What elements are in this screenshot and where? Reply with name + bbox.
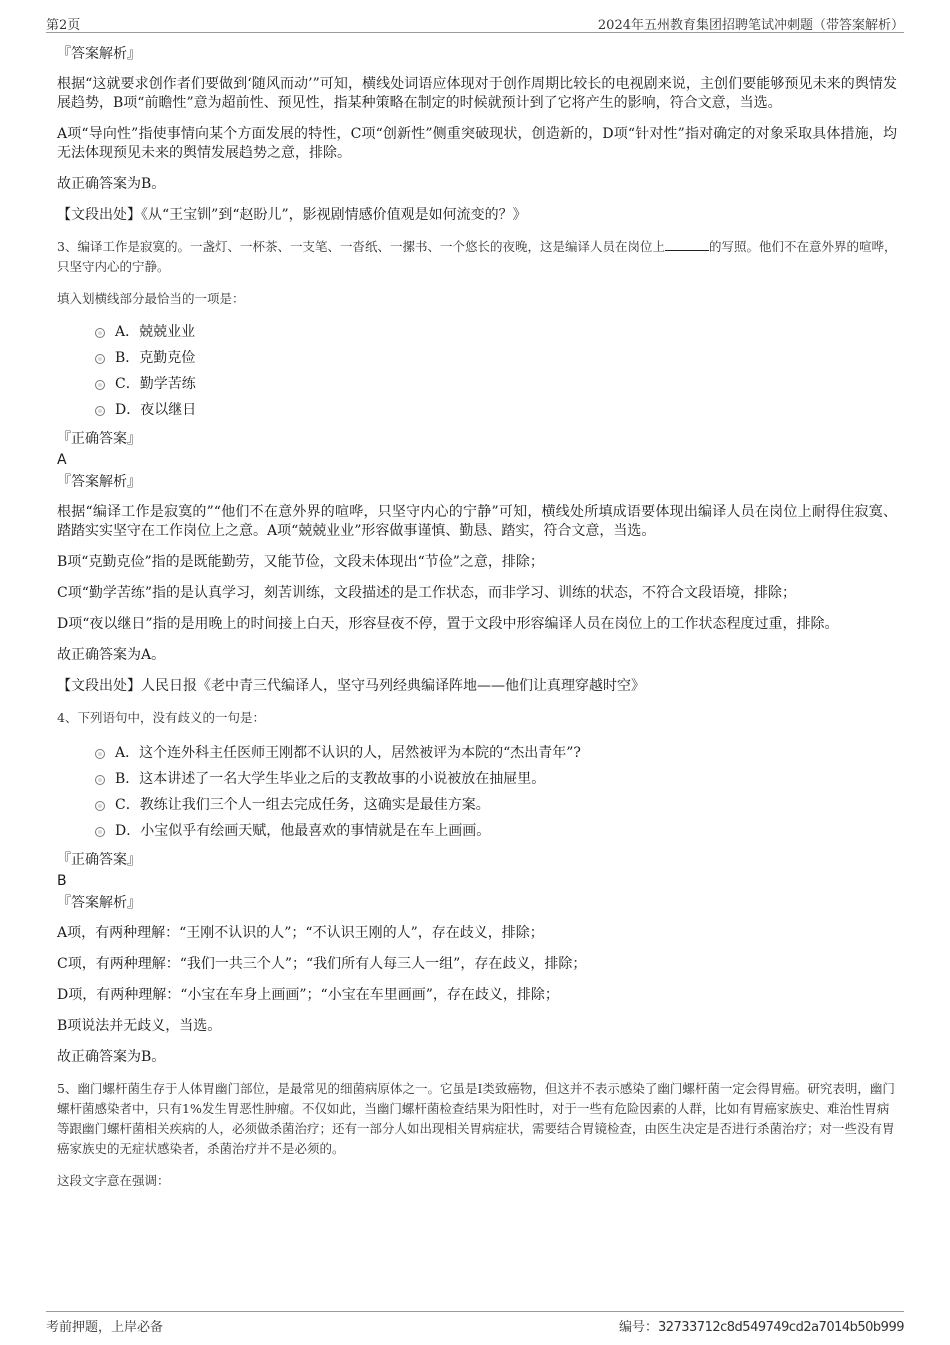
radio-icon[interactable] [95,406,105,416]
analysis-paragraph: D项，有两种理解：“小宝在车身上画画”；“小宝在车里画画”，存在歧义，排除； [57,987,559,1003]
option-a[interactable] [95,740,897,766]
document-code [619,1316,904,1335]
option-label: A．兢兢业业 [115,324,196,340]
option-d[interactable] [95,818,897,844]
radio-icon[interactable] [95,354,105,364]
question-3-options [95,319,897,423]
option-c[interactable] [95,792,897,818]
correct-answer-heading: 『正确答案』 [57,852,141,868]
page-footer [46,1311,904,1336]
analysis-paragraph: 根据“这就要求创作者们要做到‘随风而动’”可知，横线处词语应体现对于创作周期比较长的电视剧来说，主创们要能够预见未来的舆情发展趋势，B项“前瞻性”意为超前性、预见性，指某种策略在制定的时候就预计到了它将产生的影响，符合文意，当选。 [57,76,897,111]
option-label: D．小宝似乎有绘画天赋，他最喜欢的事情就是在车上画画。 [115,823,491,839]
page-number: 第2页 [46,18,81,33]
analysis-heading: 『答案解析』 [57,46,141,62]
option-label: B．克勤克俭 [115,350,196,366]
analysis-paragraph: B项说法并无歧义，当选。 [57,1018,222,1034]
question-3-stem-part1: 3、编译工作是寂寞的。一盏灯、一杯茶、一支笔、一沓纸、一摞书、一个悠长的夜晚，这是编译人员在岗位上 [57,239,665,254]
analysis-paragraph: A项，有两种理解：“王刚不认识的人”；“不认识王刚的人”，存在歧义，排除； [57,925,544,941]
option-label: C．勤学苦练 [115,376,196,392]
option-b[interactable] [95,766,897,792]
option-label: D．夜以继日 [115,402,197,418]
analysis-paragraph: 根据“编译工作是寂寞的”“他们不在意外界的喧哗，只坚守内心的宁静”可知，横线处所填成语要体现出编译人员在岗位上耐得住寂寞、踏踏实实坚守在工作岗位上之意。A项“兢兢业业”形容做事谨慎、勤恳、踏实，符合文意，当选。 [57,504,897,539]
option-label: B．这本讲述了一名大学生毕业之后的支教故事的小说被放在抽屉里。 [115,771,546,787]
correct-answer: A [57,452,67,468]
answer-conclusion: 故正确答案为B。 [57,1049,166,1065]
document-title: 2024年五州教育集团招聘笔试冲刺题（带答案解析） [597,18,904,33]
radio-icon[interactable] [95,775,105,785]
radio-icon[interactable] [95,749,105,759]
answer-conclusion: 故正确答案为B。 [57,176,166,192]
analysis-paragraph: D项“夜以继日”指的是用晚上的时间接上白天，形容昼夜不停，置于文段中形容编译人员在岗位上的工作状态程度过重，排除。 [57,616,839,632]
answer-conclusion: 故正确答案为A。 [57,647,166,663]
radio-icon[interactable] [95,827,105,837]
text-source: 【文段出处】《从“王宝钏”到“赵盼儿”，影视剧情感价值观是如何流变的？》 [57,207,527,223]
analysis-paragraph: C项“勤学苦练”指的是认真学习，刻苦训练，文段描述的是工作状态，而非学习、训练的状态，不符合文段语境，排除； [57,585,797,601]
question-5-stem: 5、幽门螺杆菌生存于人体胃幽门部位，是最常见的细菌病原体之一。它虽是I类致癌物，但这并不表示感染了幽门螺杆菌一定会得胃癌。研究表明，幽门螺杆菌感染者中，只有1%发生胃恶性肿瘤。不仅如此，当幽门螺杆菌检查结果为阳性时，对于一些有危险因素的人群，比如有胃癌家族史、难治性胃病等跟幽门螺杆菌相关疾病的人，必须做杀菌治疗；还有一部分人如出现相关胃病症状，需要结合胃镜检查，由医生决定是否进行杀菌治疗；对一些没有胃癌家族史的无症状感染者，杀菌治疗并不是必须的。 [57,1081,895,1156]
question-3-prompt: 填入划横线部分最恰当的一项是： [57,291,245,306]
option-d[interactable] [95,397,897,423]
code-label: 编号： [618,1320,658,1335]
option-b[interactable] [95,345,897,371]
fill-blank [665,238,709,251]
option-a[interactable] [95,319,897,345]
option-label: A．这个连外科主任医师王刚都不认识的人，居然被评为本院的“杰出青年”? [115,745,581,761]
page-header [46,12,904,33]
text-source: 【文段出处】人民日报《老中青三代编译人，坚守马列经典编译阵地——他们让真理穿越时空》 [57,678,645,694]
radio-icon[interactable] [95,328,105,338]
analysis-heading: 『答案解析』 [57,474,141,490]
correct-answer: B [57,873,67,889]
analysis-paragraph: A项“导向性”指使事情向某个方面发展的特性，C项“创新性”侧重突破现状，创造新的，D项“针对性”指对确定的对象采取具体措施，均无法体现预见未来的舆情发展趋势之意，排除。 [57,126,897,161]
correct-answer-heading: 『正确答案』 [57,431,141,447]
question-4-options [95,740,897,844]
radio-icon[interactable] [95,380,105,390]
option-c[interactable] [95,371,897,397]
analysis-heading: 『答案解析』 [57,895,141,911]
footer-slogan: 考前押题，上岸必备 [46,1320,164,1335]
question-3-stem [57,237,897,277]
option-label: C．教练让我们三个人一组去完成任务，这确实是最佳方案。 [115,797,490,813]
analysis-paragraph: C项，有两种理解：“我们一共三个人”；“我们所有人每三人一组”，存在歧义，排除； [57,956,587,972]
question-4-stem: 4、下列语句中，没有歧义的一句是： [57,710,265,725]
question-3-stem-part2: 的写照。他们不在意外界的喧哗，只坚守内心的宁静。 [57,239,897,274]
page-content [57,44,897,1201]
question-5-prompt: 这段文字意在强调： [57,1173,170,1188]
radio-icon[interactable] [95,801,105,811]
code-value: 32733712c8d549749cd2a7014b50b999 [657,1320,904,1335]
analysis-paragraph: B项“克勤克俭”指的是既能勤劳，又能节俭，文段未体现出“节俭”之意，排除； [57,554,544,570]
